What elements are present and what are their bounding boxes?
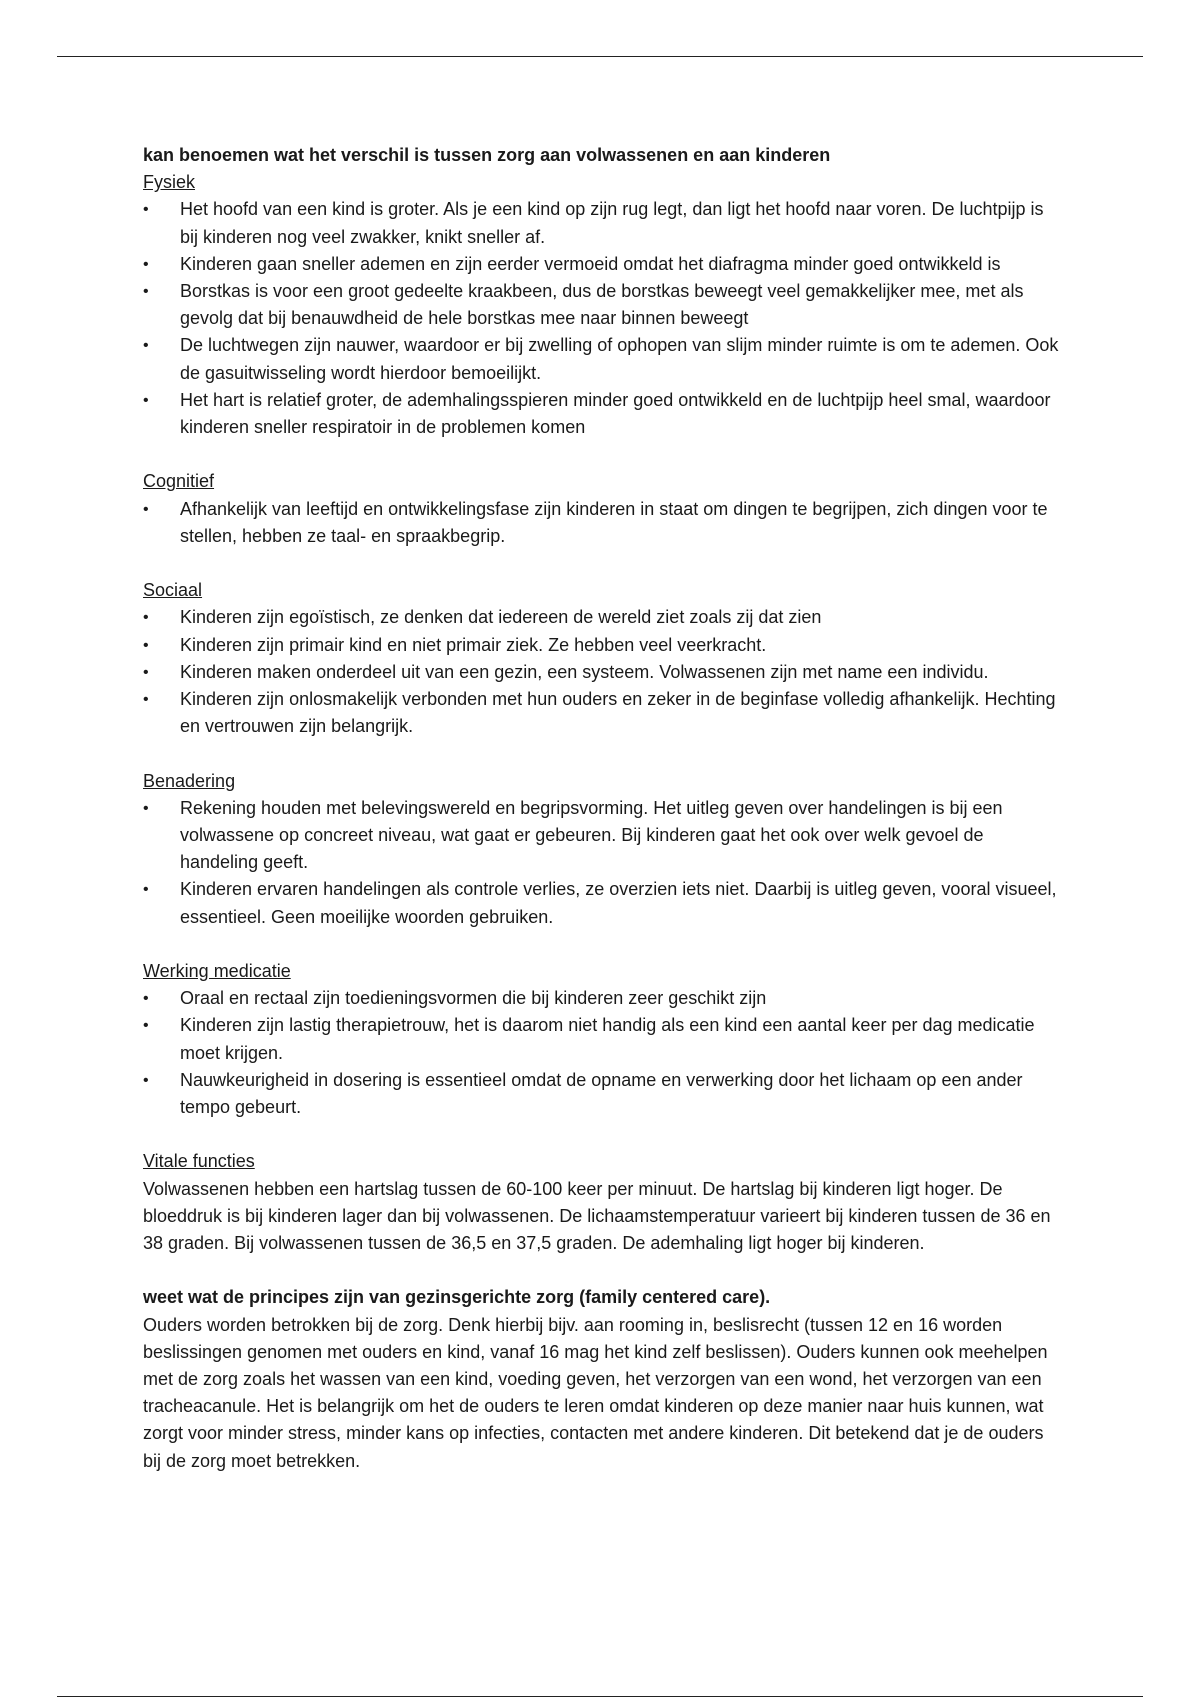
bullet-icon: • <box>143 691 149 709</box>
paragraph-gezinsgerichte-zorg: Ouders worden betrokken bij de zorg. Denk hierbij bijv. aan rooming in, beslisrecht (tussen 12 en 16 worden beslissingen genomen met ouders en kind, vanaf 16 mag het kind zelf beslissen). Ouders kunnen ook meehelpen met de zorg zoals het wassen van een kind, voeding geven, het verzorgen van een wond, het verzorgen van een tracheacanule. Het is belangrijk om het de ouders te leren omdat kinderen op deze manier naar huis kunnen, wat zorgt voor minder stress, minder kans op infecties, contacten met andere kinderen. Dit betekend dat je de ouders bij de zorg moet betrekken. <box>143 1314 1048 1471</box>
bullet-icon: • <box>143 663 149 681</box>
bullet-icon: • <box>143 255 149 273</box>
list-benadering <box>143 795 1063 931</box>
list-fysiek <box>143 196 1063 441</box>
list-item: • Kinderen zijn lastig therapietrouw, het is daarom niet handig als een kind een aantal keer per dag medicatie moet krijgen. <box>143 1012 1063 1066</box>
bullet-icon: • <box>143 391 149 409</box>
header-rule <box>57 56 1143 57</box>
list-item: • Kinderen zijn egoïstisch, ze denken dat iedereen de wereld ziet zoals zij dat zien <box>143 604 1063 631</box>
bullet-icon: • <box>143 990 149 1008</box>
list-item: • Oraal en rectaal zijn toedieningsvormen die bij kinderen zeer geschikt zijn <box>143 985 1063 1012</box>
subheading-sociaal: Sociaal <box>143 580 203 601</box>
bullet-icon: • <box>143 337 149 355</box>
bullet-icon: • <box>143 201 149 219</box>
list-cognitief <box>143 496 1063 550</box>
list-item: • Borstkas is voor een groot gedeelte kraakbeen, dus de borstkas beweegt veel gemakkelijker mee, met als gevolg dat bij benauwdheid de hele borstkas mee naar binnen beweegt <box>143 278 1063 332</box>
section-heading-gezinsgerichte-zorg: weet wat de principes zijn van gezinsgerichte zorg (family centered care). <box>143 1287 771 1308</box>
subheading-cognitief: Cognitief <box>143 471 215 492</box>
list-item: • Kinderen maken onderdeel uit van een gezin, een systeem. Volwassenen zijn met name een individu. <box>143 659 1063 686</box>
bullet-icon: • <box>143 636 149 654</box>
bullet-icon: • <box>143 1017 149 1035</box>
list-item: • Kinderen ervaren handelingen als controle verlies, ze overzien iets niet. Daarbij is uitleg geven, vooral visueel, essentieel. Geen moeilijke woorden gebruiken. <box>143 876 1063 930</box>
bullet-icon: • <box>143 283 149 301</box>
bullet-icon: • <box>143 500 149 518</box>
list-item: • Kinderen gaan sneller ademen en zijn eerder vermoeid omdat het diafragma minder goed ontwikkeld is <box>143 251 1063 278</box>
paragraph-vitale-functies: Volwassenen hebben een hartslag tussen de 60-100 keer per minuut. De hartslag bij kinderen ligt hoger. De bloeddruk is bij kinderen lager dan bij volwassenen. De lichaamstemperatuur varieert bij kinderen tussen de 36 en 38 graden. Bij volwassenen tussen de 36,5 en 37,5 graden. De ademhaling ligt hoger bij kinderen. <box>143 1178 1051 1254</box>
bullet-icon: • <box>143 881 149 899</box>
bullet-icon: • <box>143 609 149 627</box>
section-heading-verschil: kan benoemen wat het verschil is tussen zorg aan volwassenen en aan kinderen <box>143 145 831 165</box>
bullet-icon: • <box>143 1071 149 1089</box>
list-item: • Nauwkeurigheid in dosering is essentieel omdat de opname en verwerking door het lichaam op een ander tempo gebeurt. <box>143 1067 1063 1121</box>
list-item: • Rekening houden met belevingswereld en begripsvorming. Het uitleg geven over handelingen is bij een volwassene op concreet niveau, wat gaat er gebeuren. Bij kinderen gaat het ook over welk gevoel de handeling geeft. <box>143 795 1063 877</box>
list-item: • Het hoofd van een kind is groter. Als je een kind op zijn rug legt, dan ligt het hoofd naar voren. De luchtpijp is bij kinderen nog veel zwakker, knikt sneller af. <box>143 196 1063 250</box>
list-item: • Afhankelijk van leeftijd en ontwikkelingsfase zijn kinderen in staat om dingen te begrijpen, zich dingen voor te stellen, hebben ze taal- en spraakbegrip. <box>143 496 1063 550</box>
footer-rule <box>57 1696 1143 1697</box>
list-sociaal <box>143 604 1063 740</box>
subheading-fysiek: Fysiek <box>143 172 196 193</box>
subheading-benadering: Benadering <box>143 770 236 791</box>
document-body <box>143 142 1063 1475</box>
subheading-medicatie: Werking medicatie <box>143 961 291 982</box>
list-medicatie <box>143 985 1063 1121</box>
list-item: • Kinderen zijn primair kind en niet primair ziek. Ze hebben veel veerkracht. <box>143 632 1063 659</box>
list-item: • Kinderen zijn onlosmakelijk verbonden met hun ouders en zeker in de beginfase volledig afhankelijk. Hechting en vertrouwen zijn belangrijk. <box>143 686 1063 740</box>
bullet-icon: • <box>143 799 149 817</box>
list-item: • De luchtwegen zijn nauwer, waardoor er bij zwelling of ophopen van slijm minder ruimte is om te ademen. Ook de gasuitwisseling wordt hierdoor bemoeilijkt. <box>143 332 1063 386</box>
list-item: • Het hart is relatief groter, de ademhalingsspieren minder goed ontwikkeld en de luchtpijp heel smal, waardoor kinderen sneller respiratoir in de problemen komen <box>143 387 1063 441</box>
subheading-vitale-functies: Vitale functies <box>143 1151 255 1172</box>
